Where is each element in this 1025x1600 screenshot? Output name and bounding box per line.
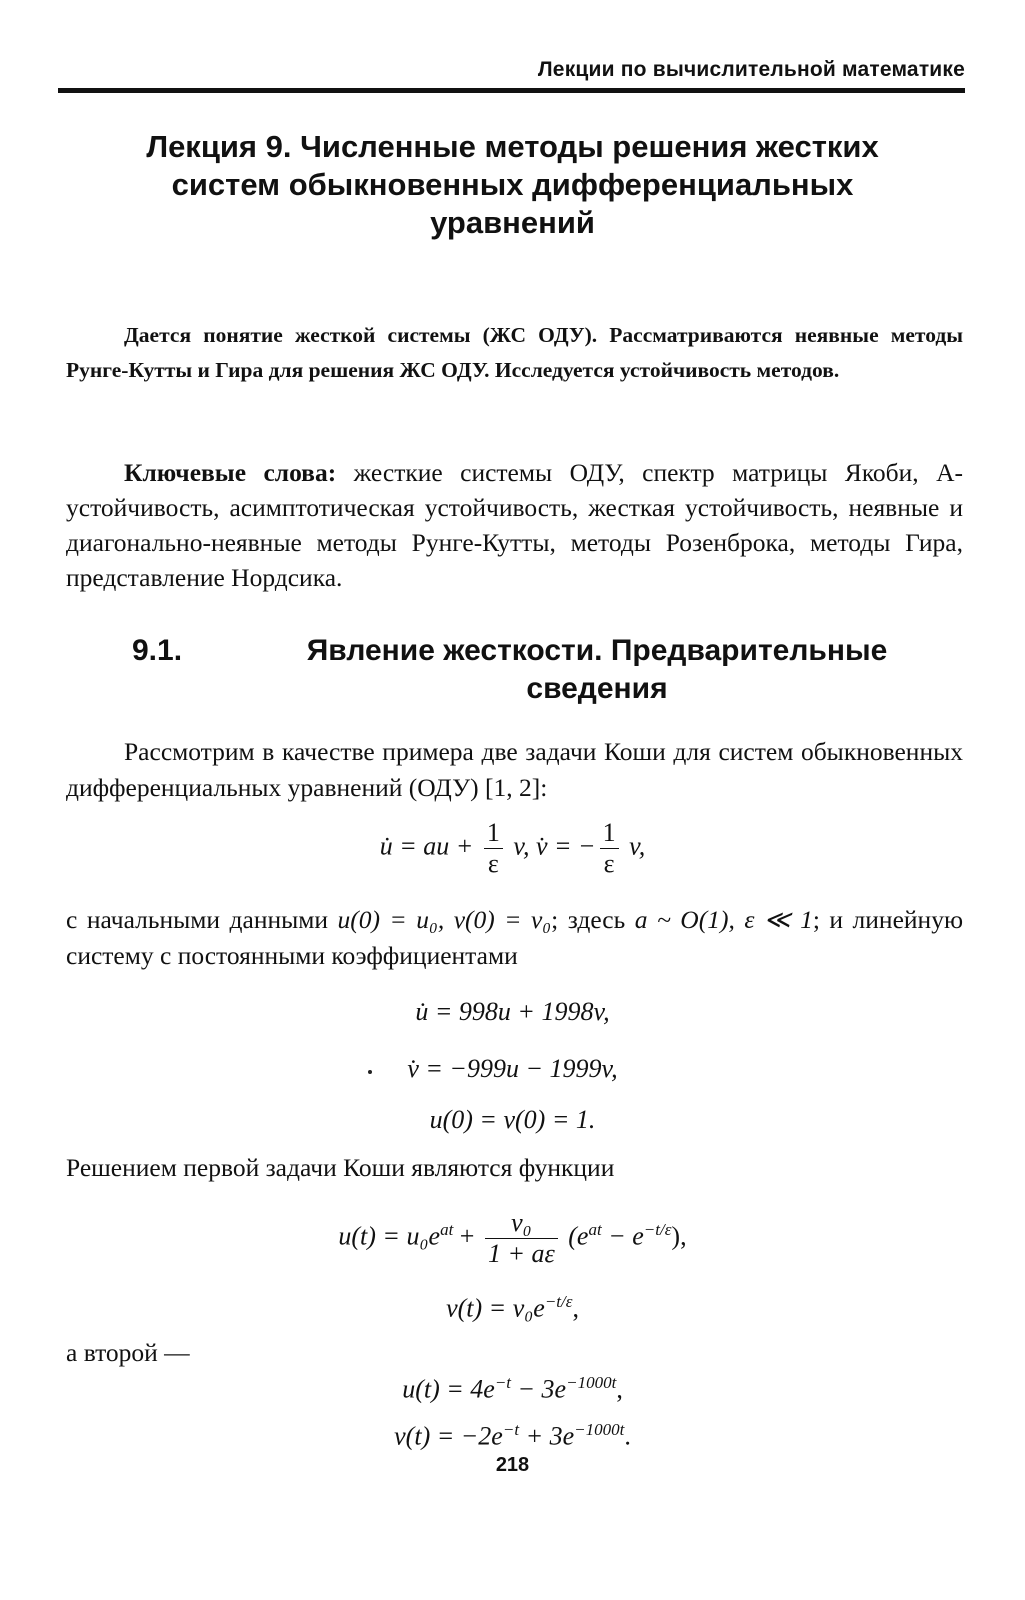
- equation-solution-u2: $u(t) = 4e^{-t} - 3e^{-1000t}$,: [402, 1373, 623, 1404]
- order-condition: a ~ O(1), ε ≪ 1: [634, 905, 813, 934]
- fraction-one-over-eps: $\frac{1}{\varepsilon}$: [484, 818, 503, 879]
- equation-solution-u1: $u(t) = u_0e^{at}$ + $\frac{\text{v₀}}{1 + a\varepsilon}$ $(e^{at} - e^{-t/\varepsilon})$,: [338, 1208, 687, 1268]
- keywords-text: жесткие системы ОДУ, спектр матрицы Якоби, А-устойчивость, асимптотическая устойчивость, жесткая устойчивость, неявные и диагонально-неявные методы Рунге-Кутты, методы Розенброка, методы Гира, представление Нордсика.: [66, 458, 963, 592]
- equation-linear-2: v̇ = −999u − 1999v,: [407, 1054, 618, 1083]
- equation-linear-3: u(0) = v(0) = 1.: [429, 1105, 596, 1134]
- section-title-line-1: Явление жесткости. Предварительные: [306, 634, 888, 667]
- paragraph-initial-data: с начальными данными u(0) = u₀, v(0) = v₀; здесь a ~ O(1), ε ≪ 1; и линейную систему с постоянными коэффициентами: [66, 905, 963, 970]
- header-rule: [58, 88, 965, 93]
- eq1-left: u̇ = au +: [379, 831, 480, 861]
- eq1-right: v,: [622, 831, 646, 861]
- lecture-title-line-3: уравнений: [430, 205, 595, 240]
- equation-linear-1: u̇ = 998u + 1998v,: [415, 997, 610, 1026]
- paragraph-solution-second: а второй —: [66, 1338, 190, 1367]
- equation-solution-v1: $v(t) = v_0e^{-t/\varepsilon}$,: [446, 1292, 579, 1323]
- lecture-title-line-2: систем обыкновенных дифференциальных: [171, 167, 854, 202]
- section-number: 9.1.: [132, 634, 183, 667]
- lecture-abstract: Дается понятие жесткой системы (ЖС ОДУ). Рассматриваются неявные методы Рунге-Кутты и Гира для решения ЖС ОДУ. Исследуется устойчивость методов.: [66, 323, 963, 382]
- section-title-line-2: сведения: [526, 672, 668, 705]
- eq1-mid: v, v̇ = −: [506, 831, 596, 861]
- equation-system-1: [0, 818, 1025, 879]
- section-heading: [66, 632, 963, 708]
- fraction-v0-over-1-plus-a-eps: $\frac{\text{v₀}}{1 + a\varepsilon}$: [485, 1208, 558, 1269]
- lecture-title-line-1: Лекция 9. Численные методы решения жестких: [146, 129, 879, 164]
- keywords-label: Ключевые слова:: [124, 458, 337, 487]
- paragraph-solution-first: Решением первой задачи Коши являются функции: [66, 1153, 615, 1182]
- initial-conditions: u(0) = u₀, v(0) = v₀: [337, 905, 552, 934]
- paragraph-intro: Рассмотрим в качестве примера две задачи Коши для систем обыкновенных дифференциальных уравнений (ОДУ) [1, 2]:: [66, 737, 963, 802]
- keywords-paragraph: [66, 455, 963, 595]
- fraction-one-over-eps-2: $\frac{1}{\varepsilon}$: [600, 818, 619, 879]
- lecture-title: [90, 128, 935, 242]
- page-number: 218: [495, 1454, 530, 1476]
- equation-solution-v2: $v(t) = -2e^{-t} + 3e^{-1000t}$.: [394, 1420, 631, 1451]
- running-header: Лекции по вычислительной математике: [537, 58, 965, 81]
